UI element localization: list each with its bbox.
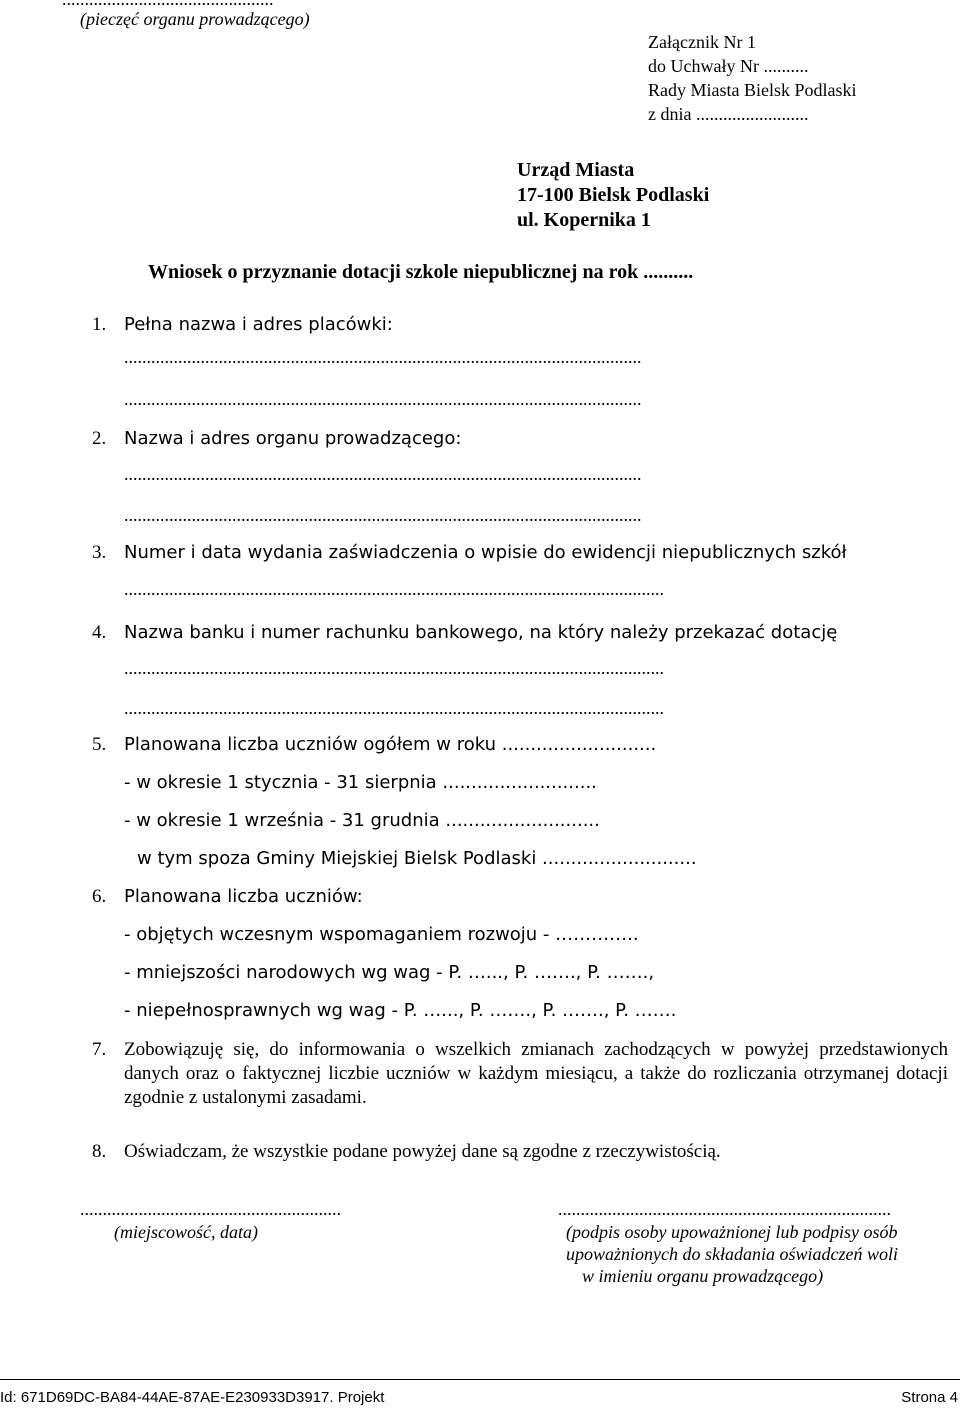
fill-dots: ........................................................................................................................ bbox=[124, 579, 664, 599]
annex-line: z dnia ......................... bbox=[648, 104, 809, 124]
stamp-label: (pieczęć organu prowadzącego) bbox=[80, 9, 310, 29]
signature-label-line: upoważnionych do składania oświadczeń woli bbox=[566, 1244, 898, 1264]
office-address bbox=[517, 158, 709, 233]
fill-dots: ................................................................................................................... bbox=[124, 347, 642, 367]
office-line: 17-100 Bielsk Podlaski bbox=[517, 184, 710, 206]
fill-dots: ................................................................................................................... bbox=[124, 389, 642, 409]
fill-dots: ................................................................................................................... bbox=[124, 505, 642, 525]
signature-dots: .......................................................................... bbox=[558, 1199, 891, 1219]
item-number: 8. bbox=[92, 1141, 107, 1162]
footer-document-id: Id: 671D69DC-BA84-44AE-87AE-E230933D3917. Projekt bbox=[0, 1389, 385, 1406]
fill-dots: ........................................................................................................................ bbox=[124, 658, 664, 678]
sub-item: - niepełnosprawnych wg wag - P. …..., P. ……., P. ……., P. ……. bbox=[124, 1000, 677, 1021]
place-date-dots: .......................................................... bbox=[80, 1199, 341, 1219]
footer-divider bbox=[0, 1379, 960, 1380]
annex-line: Załącznik Nr 1 bbox=[648, 32, 756, 52]
annex-line: do Uchwały Nr .......... bbox=[648, 56, 809, 76]
sub-item: - w okresie 1 września - 31 grudnia ........................... bbox=[124, 810, 600, 831]
item-number: 6. bbox=[92, 886, 107, 907]
item-text: Planowana liczba uczniów: bbox=[124, 886, 363, 907]
sub-item: w tym spoza Gminy Miejskiej Bielsk Podlaski ........................... bbox=[137, 848, 697, 869]
signature-label-line: w imieniu organu prowadzącego) bbox=[582, 1266, 824, 1286]
item-text: Nazwa banku i numer rachunku bankowego, na który należy przekazać dotację bbox=[124, 622, 838, 643]
fill-dots: ........................................................................................................................ bbox=[124, 698, 664, 718]
signature-label-line: (podpis osoby upoważnionej lub podpisy osób bbox=[566, 1222, 898, 1242]
footer-page-number: Strona 4 bbox=[901, 1389, 958, 1406]
annex-block bbox=[648, 31, 857, 127]
office-line: ul. Kopernika 1 bbox=[517, 209, 651, 231]
item-number: 1. bbox=[92, 314, 107, 335]
item-text: Numer i data wydania zaświadczenia o wpisie do ewidencji niepublicznych szkół bbox=[124, 542, 847, 563]
fill-dots: ................................................................................................................... bbox=[124, 464, 642, 484]
sub-item: - w okresie 1 stycznia - 31 sierpnia ........................... bbox=[124, 772, 597, 793]
item-number: 4. bbox=[92, 622, 107, 643]
item-number: 5. bbox=[92, 734, 107, 755]
item-paragraph: Zobowiązuję się, do informowania o wszelkich zmianach zachodzących w powyżej przedstawionych danych oraz o faktycznej liczbie uczniów w każdym miesiącu, a także do rozliczania otrzymanej dotacji zgodnie z ustalonymi zasadami. bbox=[124, 1039, 948, 1108]
item-text: Planowana liczba uczniów ogółem w roku ........................... bbox=[124, 734, 657, 755]
sub-item: - objętych wczesnym wspomaganiem rozwoju - ………….. bbox=[124, 924, 639, 945]
item-number: 3. bbox=[92, 542, 107, 563]
item-text: Pełna nazwa i adres placówki: bbox=[124, 314, 393, 335]
signature-label bbox=[566, 1221, 898, 1287]
page-title: Wniosek o przyznanie dotacji szkole niepublicznej na rok .......... bbox=[148, 261, 694, 283]
office-line: Urząd Miasta bbox=[517, 159, 635, 181]
item-text: Nazwa i adres organu prowadzącego: bbox=[124, 428, 462, 449]
item-number: 2. bbox=[92, 428, 107, 449]
item-number: 7. bbox=[92, 1039, 107, 1060]
item-text: Oświadczam, że wszystkie podane powyżej dane są zgodne z rzeczywistością. bbox=[124, 1141, 721, 1162]
place-date-label: (miejscowość, data) bbox=[114, 1222, 258, 1242]
sub-item: - mniejszości narodowych wg wag - P. …..., P. ……., P. ……., bbox=[124, 962, 655, 983]
annex-line: Rady Miasta Bielsk Podlaski bbox=[648, 80, 857, 100]
